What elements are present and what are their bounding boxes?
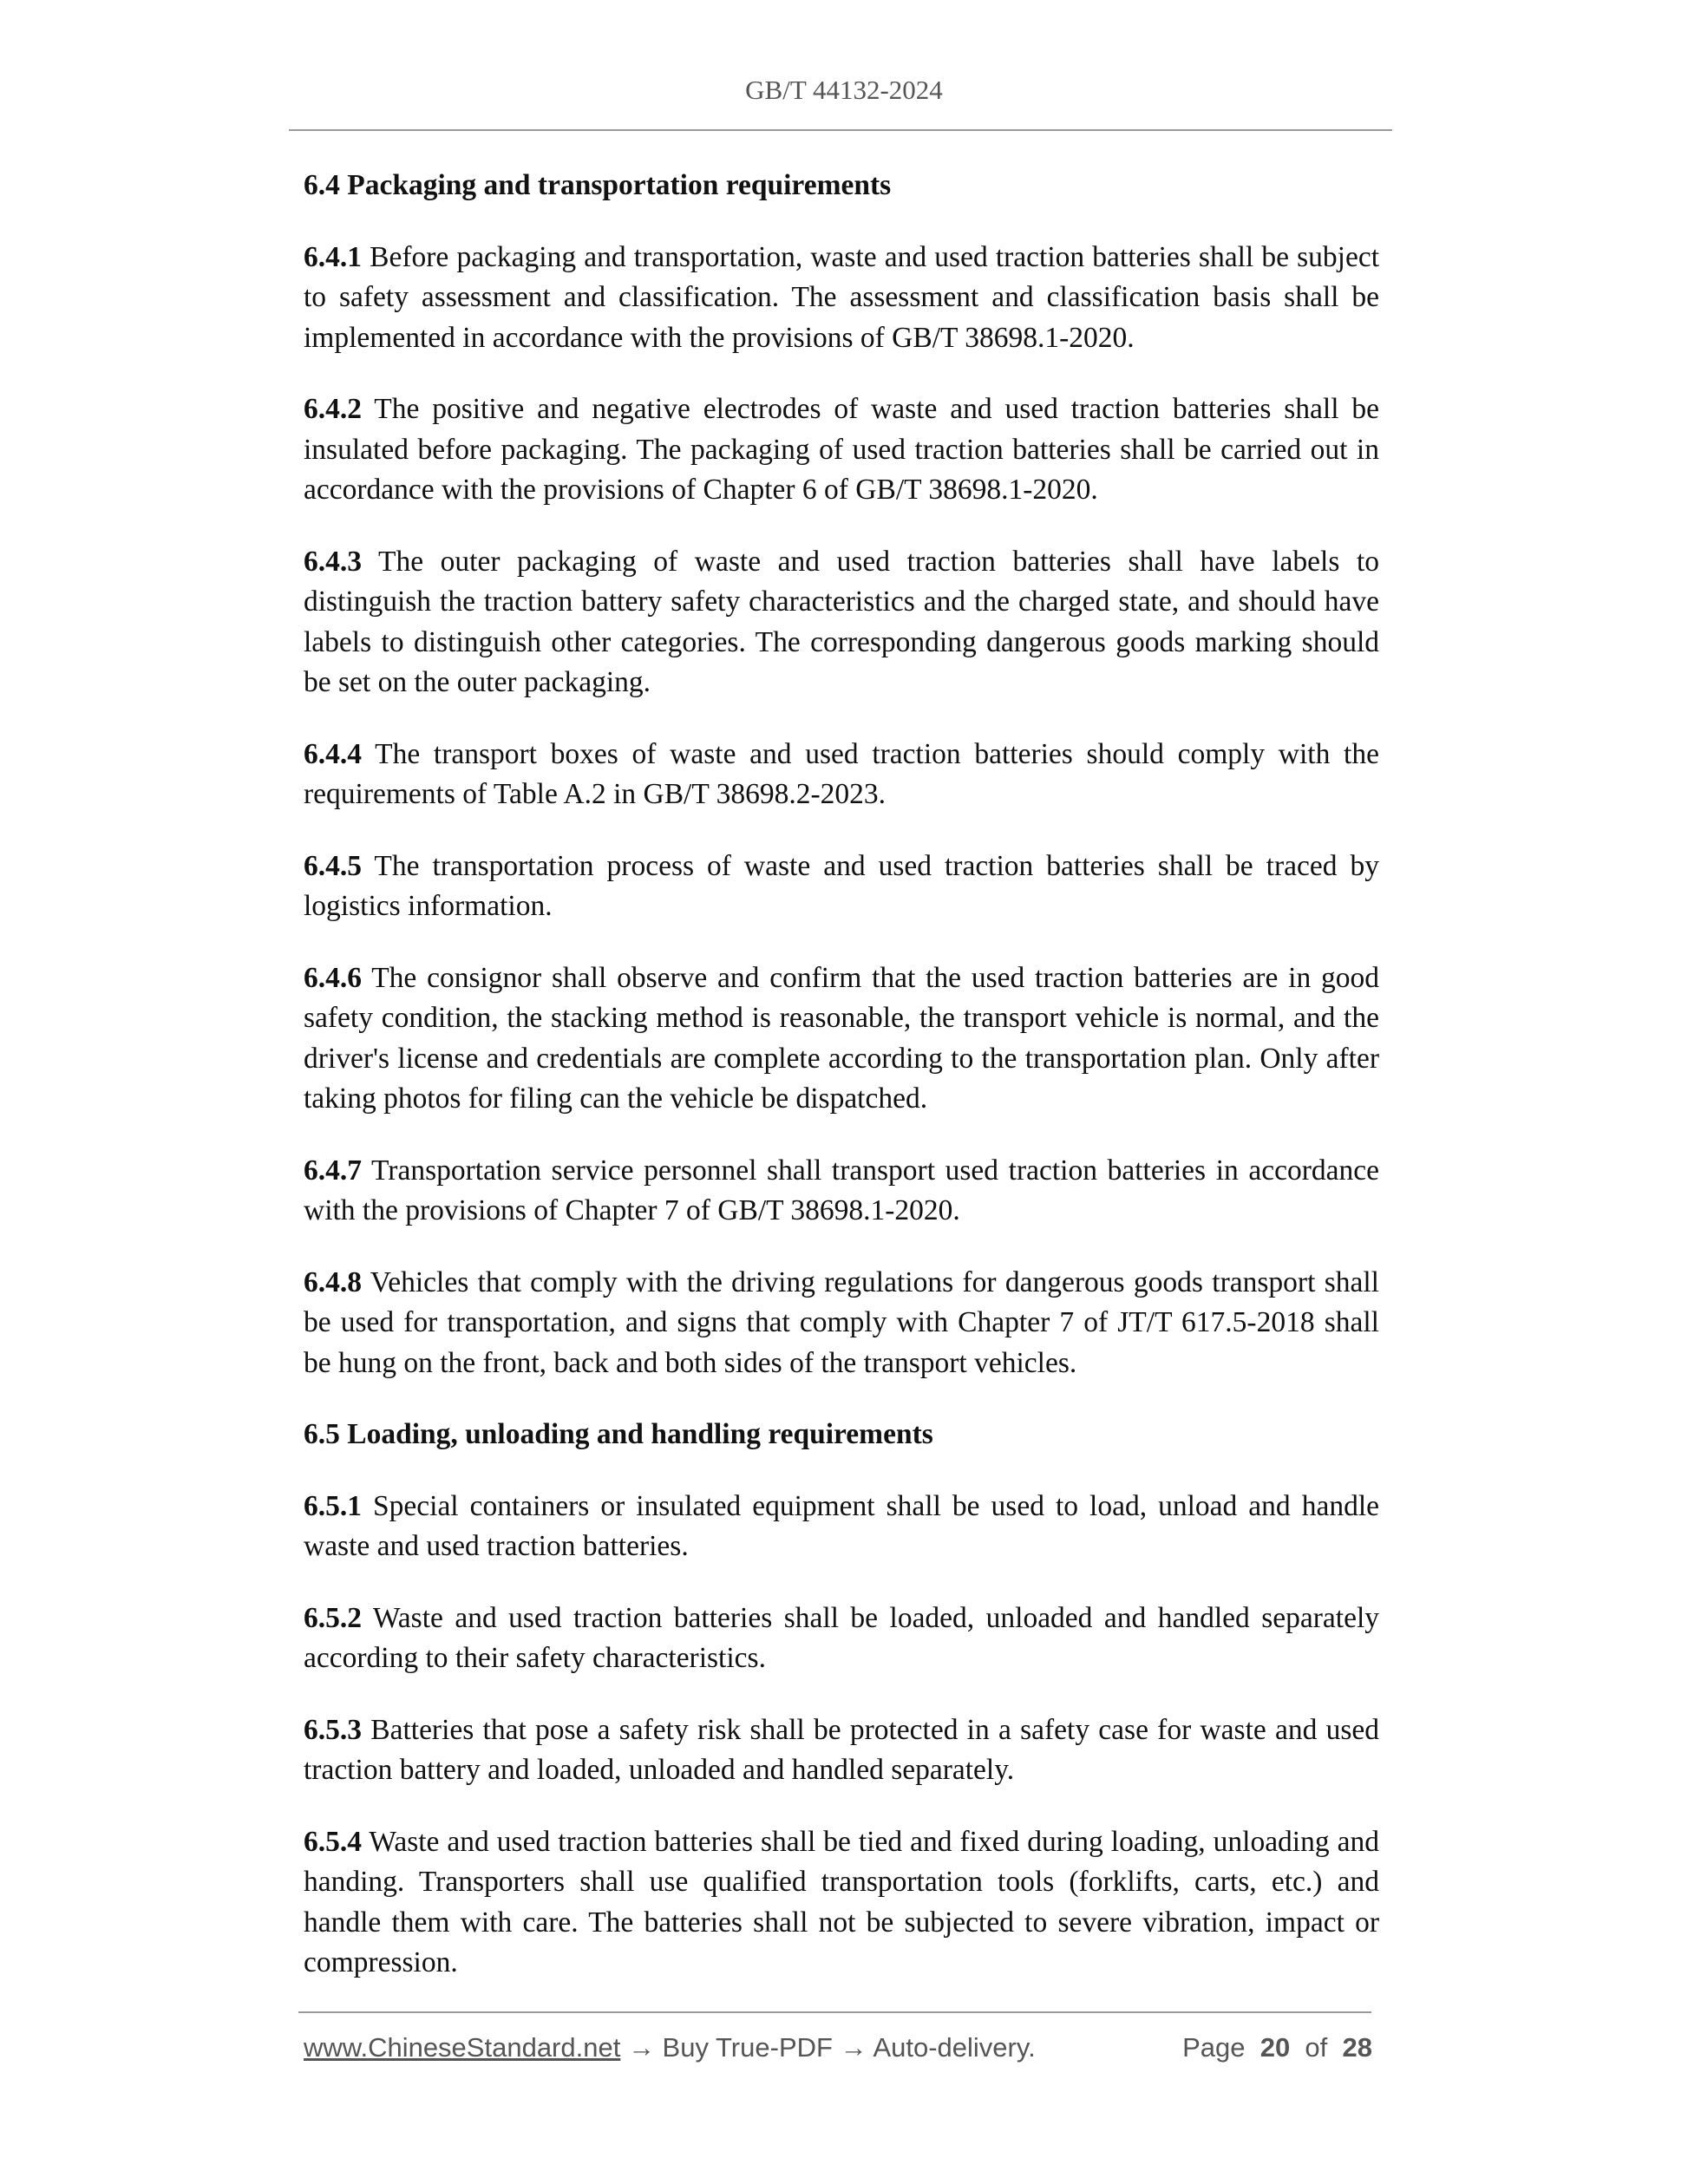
clause-paragraph (304, 1599, 1379, 1679)
current-page: 20 (1259, 2032, 1291, 2063)
clause-number: 6.5.4 (304, 1825, 362, 1858)
clause-text: Batteries that pose a safety risk shall be protected in a safety case for waste and used traction battery and loaded, unloaded and handled separately. (304, 1713, 1379, 1786)
clause-paragraph (304, 847, 1379, 927)
clause-text: Before packaging and transportation, waste and used traction batteries shall be subject to safety assessment and classification. The assessment and classification basis shall be implemented in accordance with the provisions of GB/T 38698.1-2020. (304, 240, 1379, 354)
clause-text: The positive and negative electrodes of waste and used traction batteries shall be insulated before packaging. The packaging of used traction batteries shall be carried out in accordance with the provisions of Chapter 6 of GB/T 38698.1-2020. (304, 393, 1379, 506)
clause-number: 6.5.1 (304, 1489, 362, 1522)
clause-text: Waste and used traction batteries shall be tied and fixed during loading, unloading and handing. Transporters shall use qualified transportation tools (forklifts, carts, etc.) and handle them with care. The batteries shall not be subjected to severe vibration, impact or compression. (304, 1825, 1379, 1978)
section-heading: 6.5 Loading, unloading and handling requirements (304, 1418, 933, 1450)
clause-number: 6.4.4 (304, 737, 362, 770)
clause-paragraph (304, 1487, 1379, 1567)
footer-divider (298, 2011, 1371, 2013)
header-divider (289, 129, 1392, 131)
clause-text: The consignor shall observe and confirm that the used traction batteries are in good safety condition, the stacking method is reasonable, the transport vehicle is normal, and the driver's license and credentials are complete according to the transportation plan. Only after taking photos for filing can the vehicle be dispatched. (304, 961, 1379, 1115)
clause-text: Special containers or insulated equipment shall be used to load, unload and handle waste and used traction batteries. (304, 1489, 1379, 1562)
document-id-header: GB/T 44132-2024 (745, 75, 943, 105)
page-indicator (1182, 2032, 1372, 2063)
clause-number: 6.4.3 (304, 545, 362, 578)
clause-number: 6.4.2 (304, 393, 362, 425)
clause-paragraph (304, 1263, 1379, 1384)
clause-number: 6.4.5 (304, 849, 362, 882)
clause-number: 6.4.8 (304, 1265, 362, 1298)
clause-paragraph (304, 958, 1379, 1120)
clause-paragraph (304, 1822, 1379, 1984)
section-heading: 6.4 Packaging and transportation requirements (304, 169, 892, 201)
clause-text: The transport boxes of waste and used traction batteries should comply with the requirements of Table A.2 in GB/T 38698.2-2023. (304, 737, 1379, 810)
of-label: of (1305, 2032, 1328, 2063)
website-link[interactable]: www.ChineseStandard.net (304, 2032, 621, 2063)
clause-paragraph (304, 238, 1379, 359)
clause-paragraph (304, 542, 1379, 703)
clause-text: The transportation process of waste and used traction batteries shall be traced by logistics information. (304, 849, 1379, 922)
clause-number: 6.5.2 (304, 1601, 362, 1634)
document-body (304, 166, 1379, 2015)
clause-text: The outer packaging of waste and used traction batteries shall have labels to distinguish the traction battery safety characteristics and the charged state, and should have labels to distinguish other categories. The corresponding dangerous goods marking should be set on the outer packaging. (304, 545, 1379, 698)
footer (304, 2032, 1372, 2063)
total-pages: 28 (1342, 2032, 1372, 2063)
clause-number: 6.4.7 (304, 1154, 362, 1187)
promo-text: → Buy True-PDF → Auto-delivery. (620, 2032, 1036, 2063)
clause-paragraph (304, 1151, 1379, 1232)
clause-number: 6.4.1 (304, 240, 362, 273)
clause-paragraph (304, 389, 1379, 511)
clause-number: 6.4.6 (304, 961, 362, 994)
clause-paragraph (304, 735, 1379, 815)
page-label: Page (1182, 2032, 1246, 2063)
footer-promo (304, 2032, 1036, 2063)
clause-text: Waste and used traction batteries shall be loaded, unloaded and handled separately according to their safety characteristics. (304, 1601, 1379, 1674)
clause-paragraph (304, 1710, 1379, 1791)
clause-text: Vehicles that comply with the driving regulations for dangerous goods transport shall be used for transportation, and signs that comply with Chapter 7 of JT/T 617.5-2018 shall be hung on the front, back and both sides of the transport vehicles. (304, 1265, 1379, 1379)
clause-number: 6.5.3 (304, 1713, 362, 1746)
clause-text: Transportation service personnel shall transport used traction batteries in accordance with the provisions of Chapter 7 of GB/T 38698.1-2020. (304, 1154, 1379, 1226)
